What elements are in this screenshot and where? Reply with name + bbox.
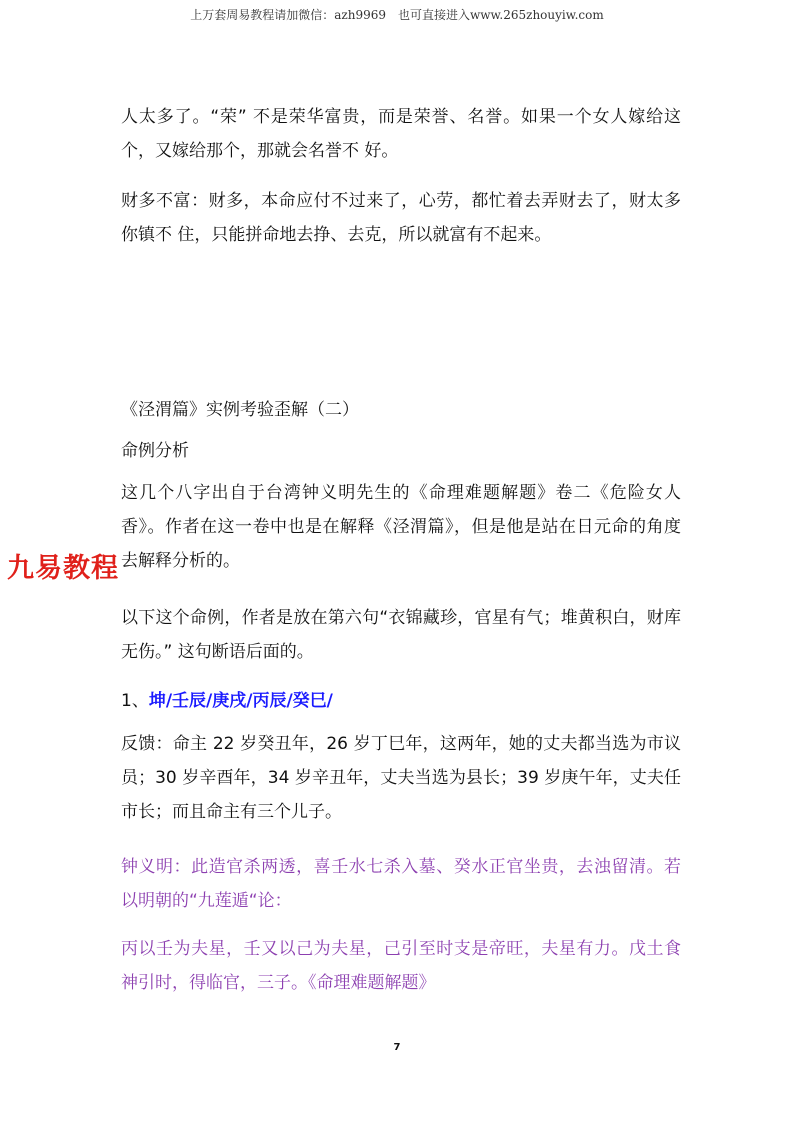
section-title: 《泾渭篇》实例考验歪解（二） [121, 400, 359, 420]
page-header: 上万套周易教程请加微信：azh9969 也可直接进入www.265zhouyiw.com [190, 8, 604, 22]
case-line [121, 684, 681, 718]
paragraph-1: 人太多了。“荣” 不是荣华富贵，而是荣誉、名誉。如果一个女人嫁给这个，又嫁给那个，那就会名誉不 好。 [121, 107, 681, 161]
quote-1: 钟义明：此造官杀两透，喜壬水七杀入墓、癸水正官坐贵，去浊留清。若以明朝的“九莲遁“论： [121, 857, 681, 911]
paragraph-2: 财多不富：财多，本命应付不过来了，心劳，都忙着去弄财去了，财太多你镇不 住，只能拼命地去挣、去克，所以就富有不起来。 [121, 191, 681, 245]
watermark-logo: 九易教程 [7, 553, 119, 584]
paragraph-3: 这几个八字出自于台湾钟义明先生的《命理难题解题》卷二《危险女人香》。作者在这一卷中也是在解释《泾渭篇》，但是他是站在日元命的角度去解释分析的。 [121, 483, 681, 571]
case-prefix: 1、 [121, 691, 149, 711]
paragraph-4: 以下这个命例，作者是放在第六句“衣锦藏珍，官星有气；堆黄积白，财库无伤。” 这句断语后面的。 [121, 608, 681, 662]
paragraph-5: 反馈：命主 22 岁癸丑年，26 岁丁巳年，这两年，她的丈夫都当选为市议员；30 岁辛酉年，34 岁辛丑年，丈夫当选为县长；39 岁庚午年，丈夫任市长；而且命主有三个儿子。 [121, 734, 681, 822]
quote-2: 丙以壬为夫星，壬又以己为夫星，己引至时支是帝旺，夫星有力。戊土食神引时，得临官，三子。《命理难题解题》 [121, 939, 681, 993]
case-chart: 坤/壬辰/庚戌/丙辰/癸巳/ [148, 691, 333, 711]
page-number: 7 [393, 1042, 401, 1053]
section-subtitle: 命例分析 [121, 441, 189, 461]
